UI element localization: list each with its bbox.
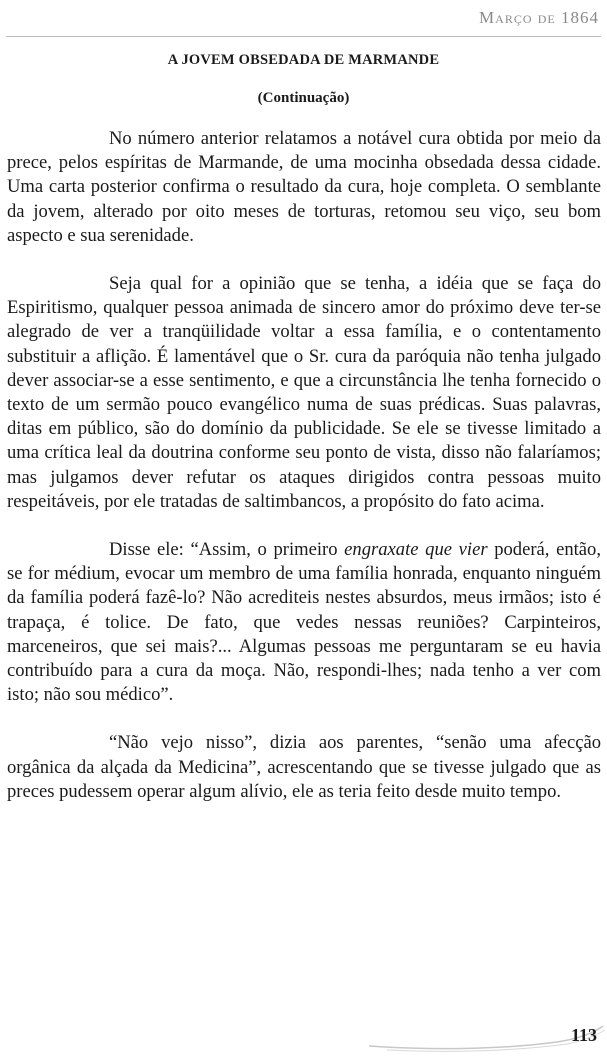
paragraph-1: No número anterior relatamos a notável cura obtida por meio da prece, pelos espíritas de Marmande, de uma mocinha obsedada dessa cidade. Uma carta posterior confirma o resultado da cura, hoje completa. O semblante da jovem, alterado por oito meses de torturas, retomou seu viço, seu bom aspecto e sua serenidade.: [7, 128, 601, 246]
article-body: [7, 127, 601, 828]
article-subtitle: (Continuação): [257, 90, 350, 106]
running-header: Março de 1864: [479, 8, 599, 27]
paragraph-3-end: poderá, então, se for médium, evocar um membro de uma família honrada, enquanto ninguém da família poderá fazê-lo? Não acrediteis nestes absurdos, meus irmãos; isto é trapaça, é tolice. De fato, que vedes nessas reuniões? Carpinteiros, marceneiros, que sei mais?... Algumas pessoas me perguntaram se eu havia contribuído para a cura da moça. Não, respondi-lhes; nada tenho a ver com isto; não sou médico”.: [7, 539, 602, 706]
article-title: A JOVEM OBSEDADA DE MARMANDE: [167, 52, 440, 68]
page-number: 113: [570, 1025, 597, 1045]
paragraph-3-start: Disse ele: “Assim, o primeiro: [109, 539, 345, 561]
paragraph-3-italic: engraxate que vier: [344, 539, 488, 561]
header-rule: [6, 36, 601, 37]
paragraph-3: [7, 538, 601, 707]
paragraph-2: Seja qual for a opinião que se tenha, a idéia que se faça do Espiritismo, qualquer pessoa animada de sincero amor do próximo deve ter-se alegrado de ver a tranqüilidade voltar a essa família, e o contentamento substituir a aflição. É lamentável que o Sr. cura da paróquia não tenha julgado dever associar-se a esse sentimento, e que a circunstância lhe tenha fornecido o texto de um sermão pouco evangélico numa de suas prédicas. Suas palavras, ditas em público, são do domínio da publicidade. Se ele se tivesse limitado a uma crítica leal da doutrina conforme seu ponto de vista, disso não falaríamos; mas julgamos dever refutar os ataques dirigidos contra pessoas muito respeitáveis, por ele tratadas de saltimbancos, a propósito do fato acima.: [7, 273, 601, 512]
paragraph-4: “Não vejo nisso”, dizia aos parentes, “senão uma afecção orgânica da alçada da Medicina”, acrescentando que se tivesse julgado que as preces pudessem operar algum alívio, ele as teria feito desde muito tempo.: [7, 732, 601, 802]
